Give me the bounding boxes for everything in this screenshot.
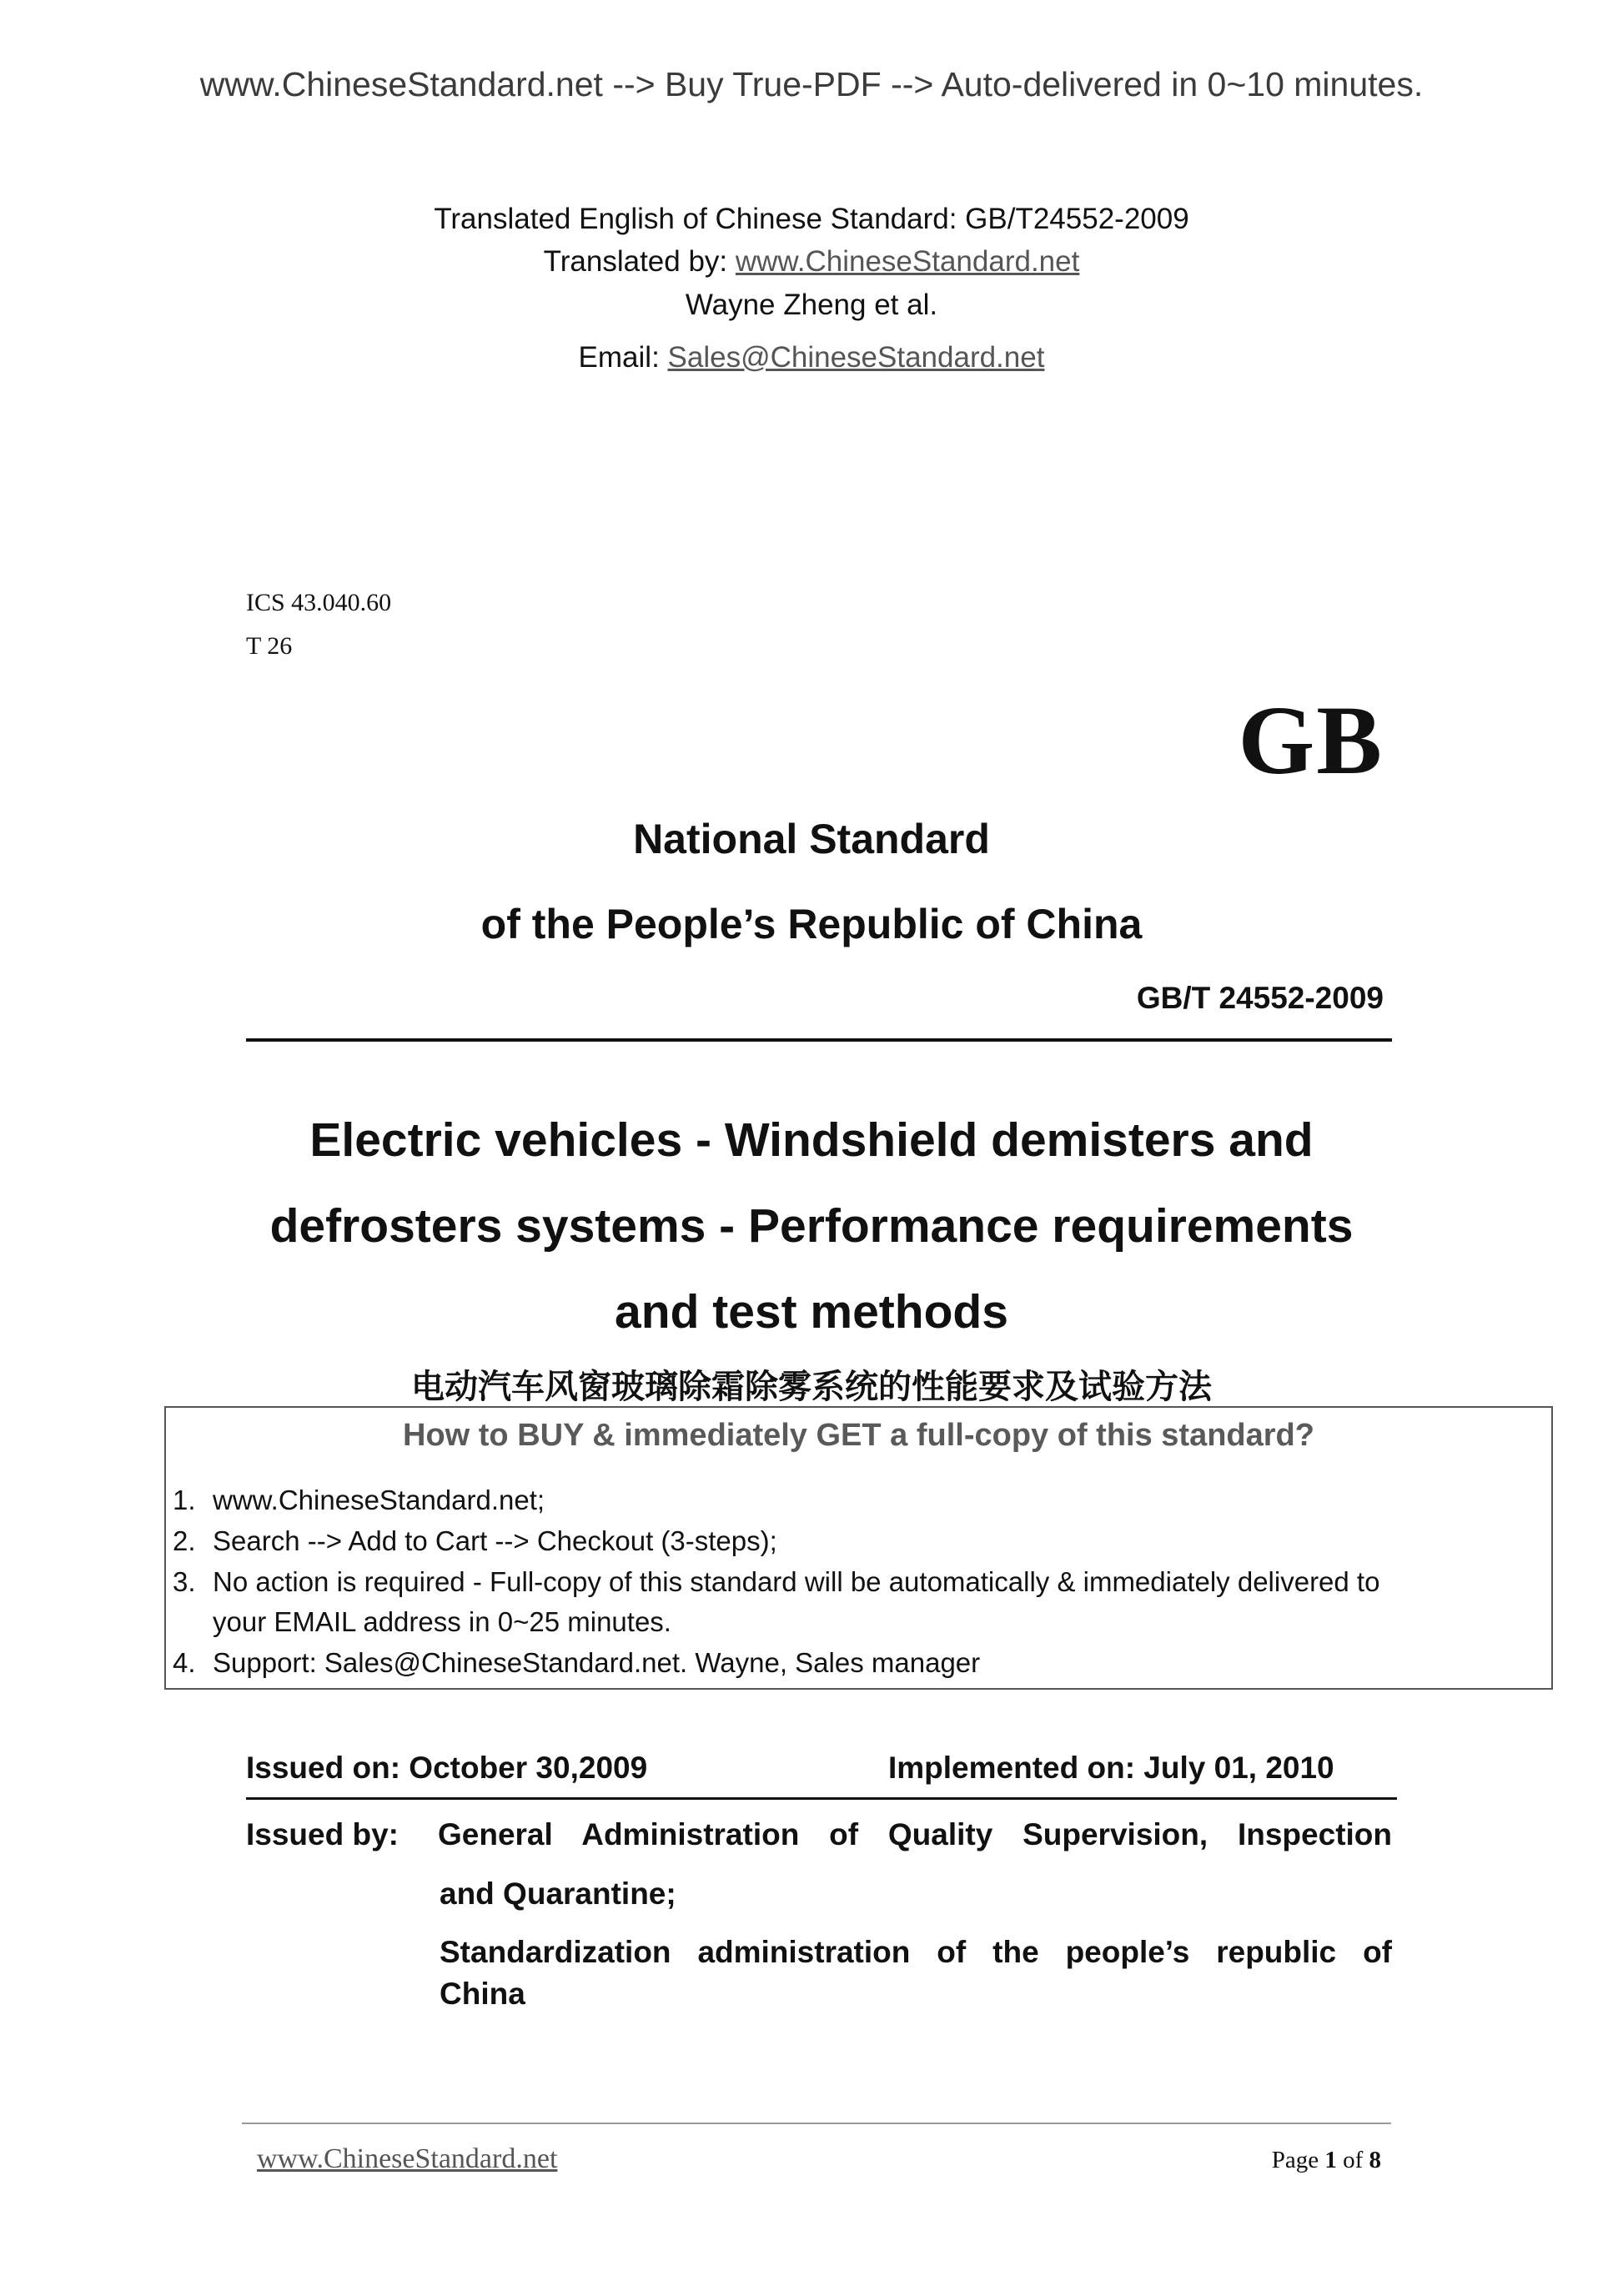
top-banner: www.ChineseStandard.net --> Buy True-PDF --> Auto-delivered in 0~10 minutes.	[199, 65, 1424, 103]
implemented-on-date: Implemented on: July 01, 2010	[888, 1751, 1334, 1785]
issued-by-line-1: General Administration of Quality Supervision, Inspection	[438, 1817, 1392, 1851]
buy-item-number: 3.	[173, 1566, 196, 1597]
buy-instructions-box	[164, 1406, 1553, 1690]
buy-item-number: 4.	[173, 1647, 196, 1678]
footer-link[interactable]: www.ChineseStandard.net	[257, 2143, 558, 2174]
page-of: of	[1336, 2147, 1369, 2173]
issued-by-line-4: China	[440, 1977, 525, 2011]
translated-by-label: Translated by:	[543, 245, 736, 278]
email-link[interactable]: Sales@ChineseStandard.net	[667, 341, 1045, 374]
page-total: 8	[1369, 2147, 1381, 2173]
gb-logo: GB	[1238, 686, 1384, 795]
buy-item-text: Search --> Add to Cart --> Checkout (3-steps);	[213, 1525, 777, 1556]
email-line	[0, 341, 1623, 374]
footer-website	[257, 2143, 557, 2175]
chinese-title: 电动汽车风窗玻璃除霜除雾系统的性能要求及试验方法	[411, 1368, 1212, 1406]
standard-code: GB/T 24552-2009	[1136, 981, 1384, 1015]
issued-by-label: Issued by:	[246, 1817, 399, 1851]
buy-item	[173, 1647, 1541, 1679]
page-label: Page	[1271, 2147, 1325, 2173]
buy-item-text: Support: Sales@ChineseStandard.net. Wayne, Sales manager	[213, 1647, 981, 1678]
title-line-1: Electric vehicles - Windshield demisters and	[309, 1113, 1314, 1167]
email-label: Email:	[578, 341, 668, 374]
buy-item	[173, 1525, 1541, 1557]
national-standard-line1: National Standard	[633, 816, 990, 862]
issued-by-line-3: Standardization administration of the people’s republic of	[440, 1935, 1392, 1969]
buy-heading: How to BUY & immediately GET a full-copy of this standard?	[403, 1418, 1314, 1453]
footer-divider	[242, 2123, 1391, 2124]
issued-by-row	[246, 1817, 1392, 1852]
buy-item-number: 1.	[173, 1485, 196, 1515]
title-line-3: and test methods	[615, 1285, 1008, 1339]
buy-item-number: 2.	[173, 1525, 196, 1556]
buy-item	[173, 1606, 1541, 1638]
buy-item-text[interactable]: www.ChineseStandard.net;	[213, 1485, 545, 1515]
issued-on-date: Issued on: October 30,2009	[246, 1751, 648, 1785]
ics-code: ICS 43.040.60	[246, 589, 392, 616]
buy-item-text: No action is required - Full-copy of this standard will be automatically & immediately delivered to	[213, 1566, 1380, 1597]
dates-divider	[246, 1797, 1397, 1800]
buy-item	[173, 1485, 1541, 1516]
buy-item	[173, 1566, 1541, 1598]
translated-by	[0, 245, 1623, 279]
t-code: T 26	[246, 632, 293, 660]
translators: Wayne Zheng et al.	[685, 289, 938, 321]
document-title	[167, 1098, 1456, 1355]
title-line-2: defrosters systems - Performance requirements	[269, 1199, 1354, 1253]
buy-item-text: your EMAIL address in 0~25 minutes.	[213, 1606, 671, 1637]
national-standard-line2: of the People’s Republic of China	[480, 901, 1143, 947]
translated-by-link[interactable]: www.ChineseStandard.net	[735, 245, 1080, 278]
page-number	[1272, 2147, 1381, 2174]
header-divider	[246, 1038, 1392, 1042]
issued-by-line-2: and Quarantine;	[440, 1876, 676, 1911]
page-current: 1	[1324, 2147, 1337, 2173]
translation-title: Translated English of Chinese Standard: GB/T24552-2009	[434, 203, 1189, 235]
